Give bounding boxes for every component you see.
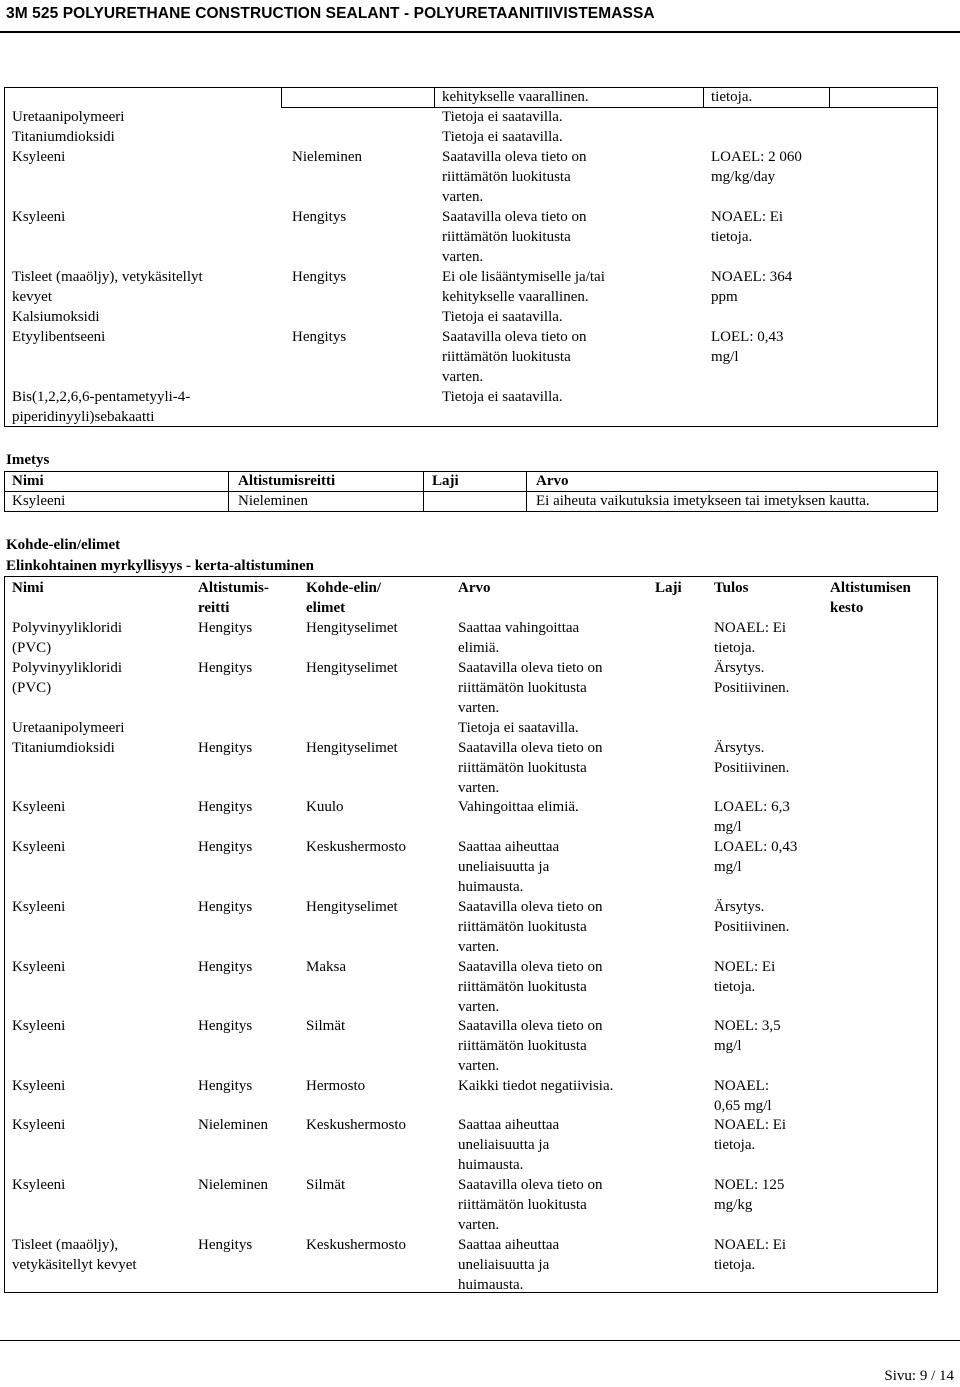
row-organ: Keskushermosto xyxy=(306,839,406,855)
footer-rule xyxy=(0,1340,960,1341)
row-organ: Hengityselimet xyxy=(306,899,398,915)
header-rule xyxy=(0,31,960,33)
row-result: LOAEL: 2 060 mg/kg/day xyxy=(711,149,802,185)
row-value: Saattaa aiheuttaa uneliaisuutta ja huimausta. xyxy=(458,1117,560,1173)
row-value: Ei ole lisääntymiselle ja/tai kehitykselle vaarallinen. xyxy=(442,269,605,305)
table-col-divider xyxy=(526,471,527,511)
row-result: NOAEL: Ei tietoja. xyxy=(714,620,787,656)
row-value: Saatavilla oleva tieto on riittämätön luokitusta varten. xyxy=(442,329,587,385)
row-route: Hengitys xyxy=(198,899,253,915)
table-border-left xyxy=(4,471,5,511)
table-col-divider xyxy=(703,87,704,107)
row-value: Saatavilla oleva tieto on riittämätön luokitusta varten. xyxy=(458,959,603,1015)
table-border-bottom xyxy=(4,511,938,512)
row-route: Hengitys xyxy=(292,269,347,285)
table-col-divider xyxy=(281,87,282,107)
row-result: NOEL: 125 mg/kg xyxy=(714,1177,785,1213)
row-value: Saatavilla oleva tieto on riittämätön luokitusta varten. xyxy=(458,1018,603,1074)
row-name: Ksyleeni xyxy=(12,799,66,815)
row-result: LOAEL: 6,3 mg/l xyxy=(714,799,790,835)
row-organ: Keskushermosto xyxy=(306,1117,406,1133)
table-border-top xyxy=(4,471,938,472)
col-header-organ: Kohde-elin/ elimet xyxy=(306,580,382,616)
row-result: NOEL: 3,5 mg/l xyxy=(714,1018,781,1054)
row-value: Tietoja ei saatavilla. xyxy=(442,309,563,325)
row-value: Saatavilla oleva tieto on riittämätön luokitusta varten. xyxy=(458,660,603,716)
page-number: Sivu: 9 / 14 xyxy=(884,1368,954,1384)
row-organ: Hengityselimet xyxy=(306,740,398,756)
row-name: Uretaanipolymeeri xyxy=(12,109,125,125)
row-route: Hengitys xyxy=(198,660,253,676)
row-route: Hengitys xyxy=(292,209,347,225)
col-header-route: Altistumis- reitti xyxy=(198,580,269,616)
row-result: NOEL: Ei tietoja. xyxy=(714,959,776,995)
col-header-type: Laji xyxy=(432,473,459,489)
row-name: Ksyleeni xyxy=(12,1078,66,1094)
target-organ-heading: Kohde-elin/elimet xyxy=(6,537,121,553)
row-result: Ärsytys. Positiivinen. xyxy=(714,740,790,776)
row-name: Ksyleeni xyxy=(12,493,66,509)
row-name: Ksyleeni xyxy=(12,149,66,165)
row-result: NOAEL: 0,65 mg/l xyxy=(714,1078,772,1114)
row-value: Saattaa aiheuttaa uneliaisuutta ja huimausta. xyxy=(458,1237,560,1293)
row-route: Hengitys xyxy=(292,329,347,345)
row-value: Saatavilla oleva tieto on riittämätön luokitusta varten. xyxy=(442,149,587,205)
row-name: Ksyleeni xyxy=(12,1117,66,1133)
row-value: Kaikki tiedot negatiivisia. xyxy=(458,1078,614,1094)
row-name: Tisleet (maaöljy), vetykäsitellyt kevyet xyxy=(12,269,203,305)
row-name: Ksyleeni xyxy=(12,959,66,975)
row-value: Tietoja ei saatavilla. xyxy=(458,720,579,736)
table-border-right xyxy=(937,576,938,1292)
document-title: 3M 525 POLYURETHANE CONSTRUCTION SEALANT - POLYURETAANITIIVISTEMASSA xyxy=(6,5,655,22)
target-organ-subheading: Elinkohtainen myrkyllisyys - kerta-altistuminen xyxy=(6,558,314,574)
row-value: Vahingoittaa elimiä. xyxy=(458,799,579,815)
table-border-left xyxy=(4,87,5,426)
row-route: Nieleminen xyxy=(292,149,362,165)
row-result: tietoja. xyxy=(711,89,753,105)
row-name: Tisleet (maaöljy), vetykäsitellyt kevyet xyxy=(12,1237,137,1273)
row-organ: Keskushermosto xyxy=(306,1237,406,1253)
row-name: Uretaanipolymeeri xyxy=(12,720,125,736)
table-border-top xyxy=(4,576,938,577)
page-header xyxy=(0,0,960,33)
row-route: Hengitys xyxy=(198,1078,253,1094)
row-route: Hengitys xyxy=(198,959,253,975)
row-name: Bis(1,2,2,6,6-pentametyyli-4- piperidinyyli)sebakaatti xyxy=(12,389,191,425)
row-value: Ei aiheuta vaikutuksia imetykseen tai imetyksen kautta. xyxy=(536,493,870,509)
col-header-value: Arvo xyxy=(536,473,569,489)
row-result: Ärsytys. Positiivinen. xyxy=(714,899,790,935)
row-result: Ärsytys. Positiivinen. xyxy=(714,660,790,696)
row-result: NOAEL: 364 ppm xyxy=(711,269,793,305)
row-route: Hengitys xyxy=(198,1237,253,1253)
row-organ: Hengityselimet xyxy=(306,620,398,636)
row-organ: Hengityselimet xyxy=(306,660,398,676)
row-route: Hengitys xyxy=(198,799,253,815)
col-header-name: Nimi xyxy=(12,580,44,596)
table-col-divider xyxy=(423,471,424,511)
row-value: Tietoja ei saatavilla. xyxy=(442,129,563,145)
col-header-name: Nimi xyxy=(12,473,44,489)
row-name: Etyylibentseeni xyxy=(12,329,106,345)
row-name: Titaniumdioksidi xyxy=(12,129,115,145)
row-route: Hengitys xyxy=(198,839,253,855)
row-organ: Kuulo xyxy=(306,799,344,815)
row-name: Kalsiumoksidi xyxy=(12,309,100,325)
row-route: Hengitys xyxy=(198,620,253,636)
row-name: Ksyleeni xyxy=(12,209,66,225)
row-organ: Maksa xyxy=(306,959,346,975)
table-border-right xyxy=(937,471,938,511)
row-name: Ksyleeni xyxy=(12,1177,66,1193)
col-header-result: Tulos xyxy=(714,580,749,596)
col-header-duration: Altistumisen kesto xyxy=(830,580,911,616)
row-value: Saattaa vahingoittaa elimiä. xyxy=(458,620,580,656)
row-name: Polyvinyylikloridi (PVC) xyxy=(12,620,123,656)
row-result: NOAEL: Ei tietoja. xyxy=(714,1117,787,1153)
row-result: LOAEL: 0,43 mg/l xyxy=(714,839,798,875)
table-border-right xyxy=(937,87,938,426)
row-route: Hengitys xyxy=(198,740,253,756)
row-organ: Silmät xyxy=(306,1177,346,1193)
row-result: NOAEL: Ei tietoja. xyxy=(711,209,784,245)
col-header-route: Altistumisreitti xyxy=(238,473,336,489)
row-value: Saatavilla oleva tieto on riittämätön luokitusta varten. xyxy=(458,899,603,955)
row-value: Saatavilla oleva tieto on riittämätön luokitusta varten. xyxy=(442,209,587,265)
imetys-heading: Imetys xyxy=(6,452,50,468)
row-name: Ksyleeni xyxy=(12,899,66,915)
row-name: Ksyleeni xyxy=(12,839,66,855)
table-border-left xyxy=(4,576,5,1292)
table-col-divider xyxy=(228,471,229,511)
table-col-divider xyxy=(434,87,435,107)
row-route: Nieleminen xyxy=(238,493,308,509)
row-name: Ksyleeni xyxy=(12,1018,66,1034)
row-result: LOEL: 0,43 mg/l xyxy=(711,329,784,365)
row-route: Nieleminen xyxy=(198,1177,268,1193)
row-name: Polyvinyylikloridi (PVC) xyxy=(12,660,123,696)
row-value: Saatavilla oleva tieto on riittämätön luokitusta varten. xyxy=(458,1177,603,1233)
row-value: Saattaa aiheuttaa uneliaisuutta ja huimausta. xyxy=(458,839,560,895)
row-result: NOAEL: Ei tietoja. xyxy=(714,1237,787,1273)
row-value: Saatavilla oleva tieto on riittämätön luokitusta varten. xyxy=(458,740,603,796)
col-header-type: Laji xyxy=(655,580,682,596)
col-header-value: Arvo xyxy=(458,580,491,596)
row-organ: Hermosto xyxy=(306,1078,366,1094)
row-route: Hengitys xyxy=(198,1018,253,1034)
row-value: kehitykselle vaarallinen. xyxy=(442,89,589,105)
table-cell-rule xyxy=(281,107,937,108)
row-name: Titaniumdioksidi xyxy=(12,740,115,756)
table-col-divider xyxy=(829,87,830,107)
row-value: Tietoja ei saatavilla. xyxy=(442,109,563,125)
row-route: Nieleminen xyxy=(198,1117,268,1133)
row-organ: Silmät xyxy=(306,1018,346,1034)
row-value: Tietoja ei saatavilla. xyxy=(442,389,563,405)
